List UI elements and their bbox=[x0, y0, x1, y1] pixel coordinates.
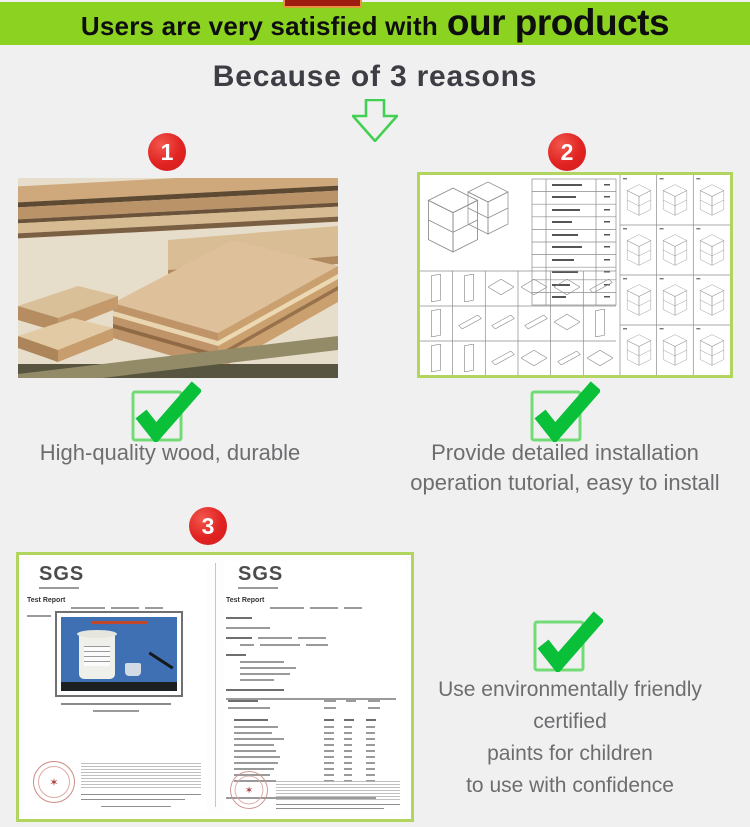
report-page-left bbox=[25, 561, 207, 813]
banner-text: Users are very satisfied with bbox=[80, 11, 438, 41]
reason-1-caption: High-quality wood, durable bbox=[39, 440, 301, 465]
check-icon-2 bbox=[530, 380, 600, 442]
sgs-logo: SGS bbox=[238, 563, 283, 589]
wood-photo-illustration bbox=[18, 178, 338, 378]
down-arrow-icon bbox=[352, 99, 398, 142]
report-title: Test Report bbox=[226, 597, 265, 604]
reason-3-badge: 3 bbox=[189, 507, 227, 545]
paint-bucket-illustration bbox=[79, 633, 115, 679]
report-page-right bbox=[224, 561, 406, 813]
fine-print-placeholder bbox=[276, 781, 400, 801]
reason-2-caption: Provide detailed installation operation tutorial, easy to install bbox=[410, 440, 720, 495]
page-divider bbox=[215, 563, 216, 807]
assembly-steps-illustration bbox=[420, 175, 730, 375]
fine-print-placeholder bbox=[81, 763, 201, 789]
header-banner bbox=[0, 2, 750, 45]
banner-text-emphasis: our products bbox=[446, 2, 670, 43]
sample-id-text bbox=[91, 621, 147, 624]
check-icon-3 bbox=[533, 610, 603, 672]
reason-1-badge: 1 bbox=[148, 133, 186, 171]
top-ribbon-remnant bbox=[283, 0, 362, 8]
sample-cup-illustration bbox=[125, 663, 141, 676]
photo-caption-placeholder bbox=[61, 703, 171, 705]
test-report-image bbox=[16, 552, 414, 822]
reason-2-badge: 2 bbox=[548, 133, 586, 171]
brush-illustration bbox=[148, 652, 173, 670]
section-heading: Because of 3 reasons bbox=[212, 60, 538, 93]
report-title: Test Report bbox=[27, 597, 66, 604]
sample-photo bbox=[55, 611, 183, 697]
red-stamp-seal: ✶ bbox=[33, 761, 75, 803]
installation-manual-image bbox=[417, 172, 733, 378]
sgs-logo: SGS bbox=[39, 563, 84, 589]
reason-3-caption: Use environmentally friendly certified paints for children to use with confidence bbox=[438, 678, 702, 797]
red-stamp-seal: ✶ bbox=[230, 771, 268, 809]
check-icon-1 bbox=[131, 380, 201, 442]
wood-photo bbox=[18, 178, 338, 378]
